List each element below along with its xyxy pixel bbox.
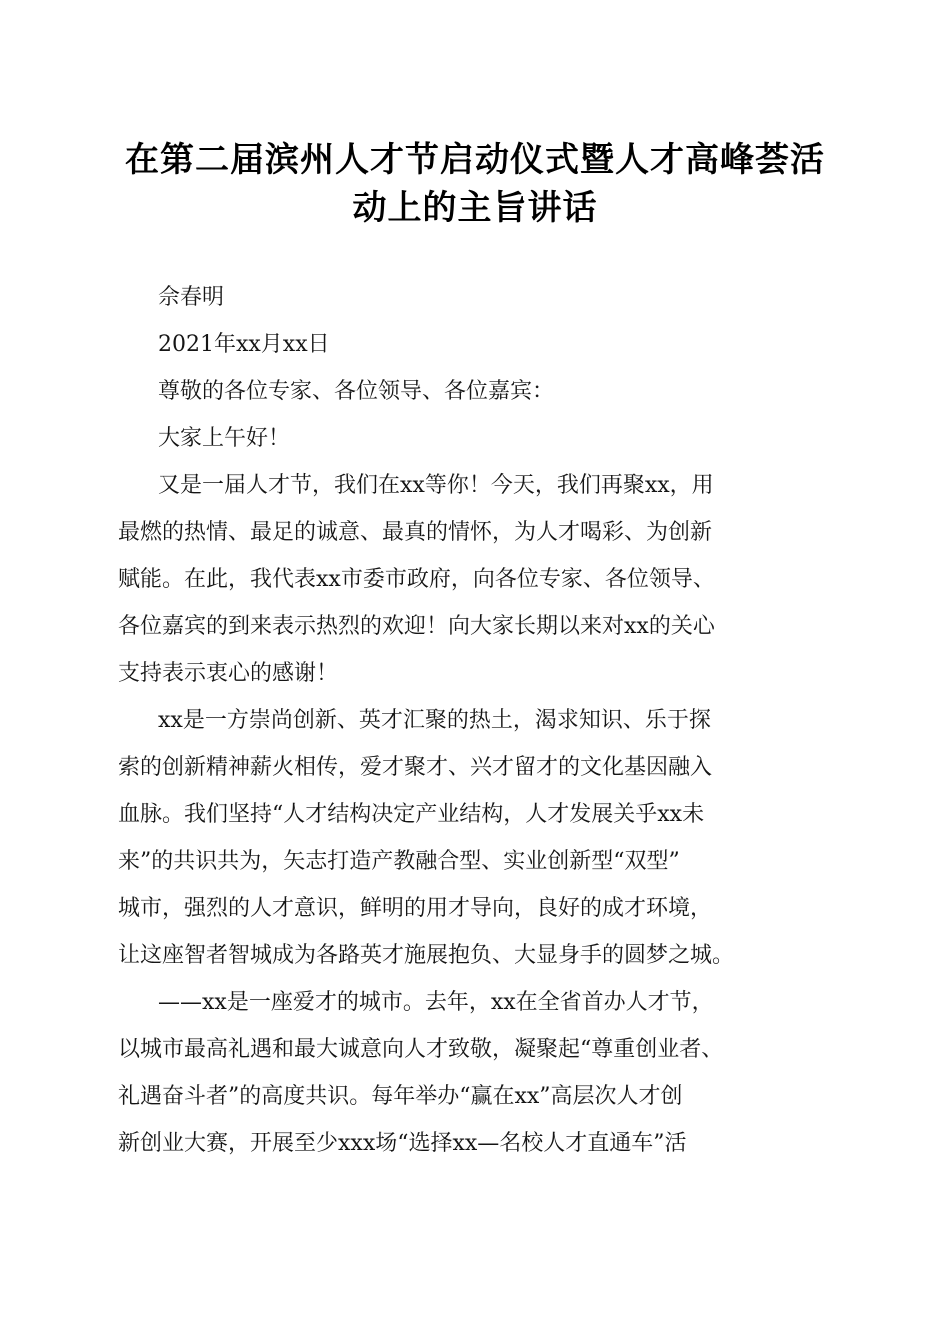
- text-line: 新创业大赛，开展至少xxx场“选择xx—名校人才直通车”活: [118, 1131, 687, 1156]
- paragraph: [118, 462, 830, 697]
- document-title: [110, 136, 840, 232]
- author-name: 佘春明: [158, 285, 225, 310]
- title-line: 动上的主旨讲话: [352, 188, 598, 228]
- text-line: 支持表示衷心的感谢！: [118, 661, 339, 686]
- text-line: 索的创新精神薪火相传，爱才聚才、兴才留才的文化基因融入: [118, 755, 713, 780]
- paragraph: [118, 979, 830, 1167]
- text-line: 最燃的热情、最足的诚意、最真的情怀，为人才喝彩、为创新: [118, 520, 713, 545]
- greeting: 大家上午好！: [158, 426, 291, 451]
- text-line: 以城市最高礼遇和最大诚意向人才致敬，凝聚起“尊重创业者、: [118, 1037, 724, 1062]
- text-line: 让这座智者智城成为各路英才施展抱负、大显身手的圆梦之城。: [118, 943, 735, 968]
- text-line: 来”的共识共为，矢志打造产教融合型、实业创新型“双型”: [118, 849, 680, 874]
- text-line: 赋能。在此，我代表xx市委市政府，向各位专家、各位领导、: [118, 567, 715, 592]
- document-body: [118, 274, 830, 1167]
- text-line: 各位嘉宾的到来表示热烈的欢迎！向大家长期以来对xx的关心: [118, 614, 715, 639]
- text-line: 城市，强烈的人才意识，鲜明的用才导向，良好的成才环境，: [118, 896, 713, 921]
- text-line: 礼遇奋斗者”的高度共识。每年举办“赢在xx”高层次人才创: [118, 1084, 683, 1109]
- text-line: 又是一届人才节，我们在xx等你！今天，我们再聚xx，用: [158, 473, 714, 498]
- paragraph: [118, 697, 830, 979]
- text-line: xx是一方崇尚创新、英才汇聚的热土，渴求知识、乐于探: [158, 708, 711, 733]
- salutation: 尊敬的各位专家、各位领导、各位嘉宾：: [158, 379, 555, 404]
- speech-date: 2021年xx月xx日: [158, 332, 330, 357]
- title-line: 在第二届滨州人才节启动仪式暨人才高峰荟活: [125, 140, 825, 180]
- text-line: ——xx是一座爱才的城市。去年，xx在全省首办人才节，: [158, 990, 714, 1015]
- text-line: 血脉。我们坚持“人才结构决定产业结构，人才发展关乎xx未: [118, 802, 705, 827]
